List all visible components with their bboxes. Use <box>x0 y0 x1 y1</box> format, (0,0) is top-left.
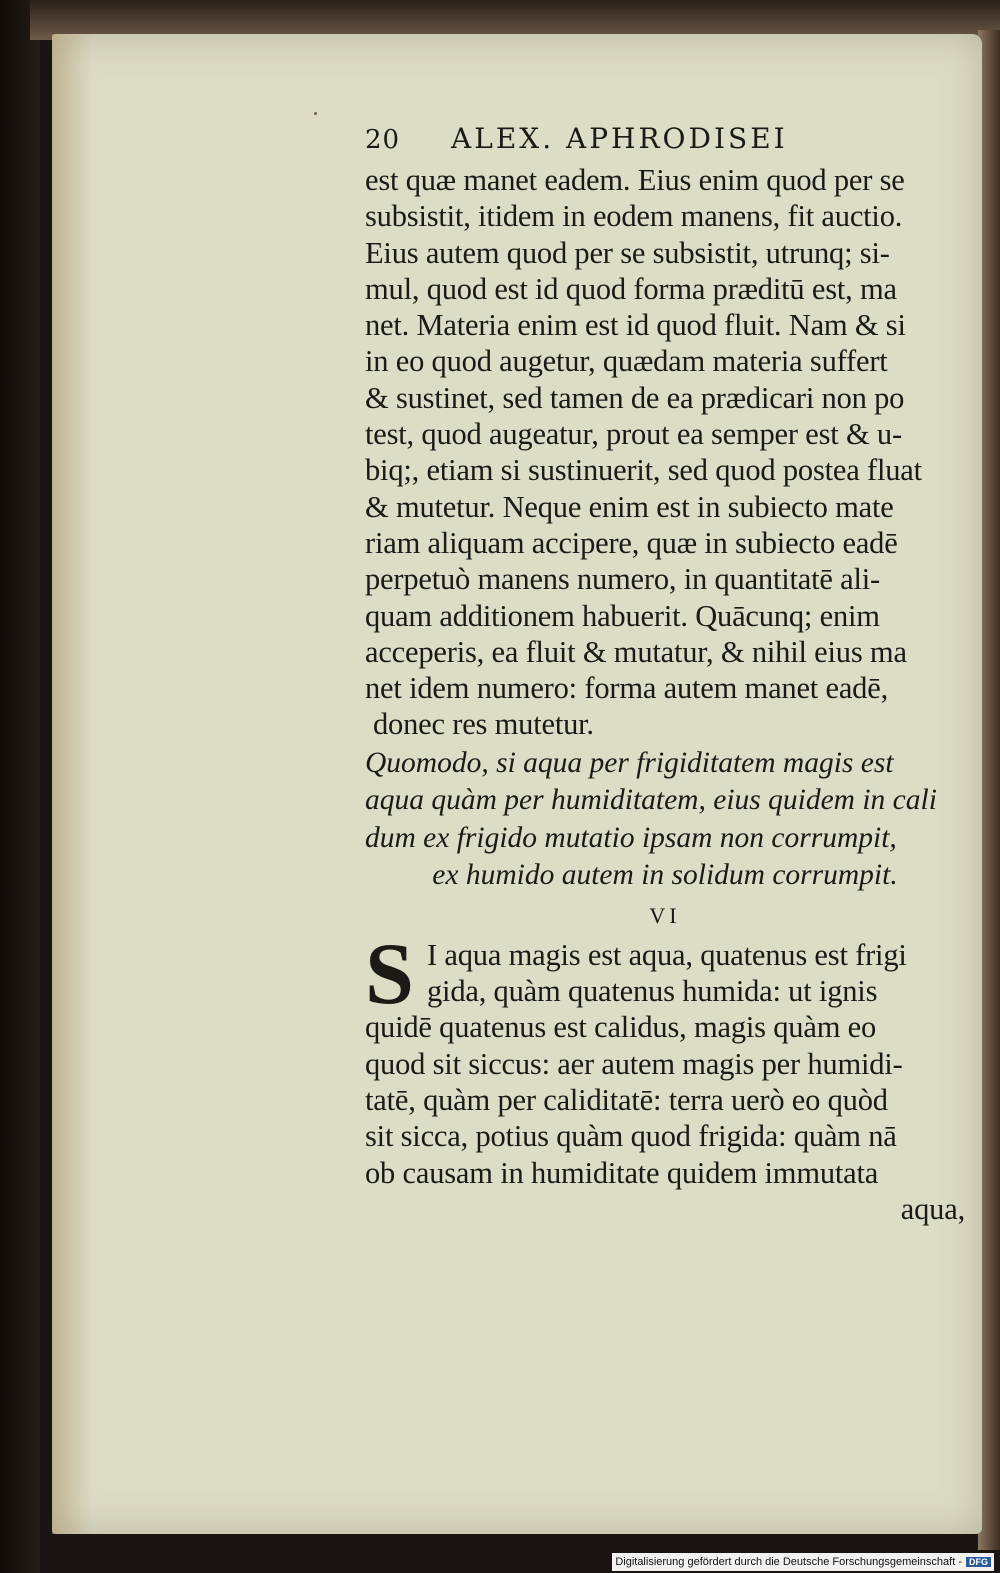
text-line: ob causam in humiditate quidem immutata <box>365 1155 879 1190</box>
digitization-credit <box>612 1553 994 1571</box>
catchword: aqua, <box>900 1191 965 1226</box>
text-line: mul, quod est id quod forma præditū est, ma <box>365 271 897 306</box>
gutter-shadow <box>52 34 92 1534</box>
text-line: quam additionem habuerit. Quācunq; enim <box>365 598 880 633</box>
text-line: acceperis, ea fluit & mutatur, & nihil eius ma <box>365 634 907 669</box>
text-line: donec res mutetur. <box>373 707 594 742</box>
paper-speck <box>314 112 317 115</box>
text-line: quod sit siccus: aer autem magis per humidi- <box>365 1046 903 1081</box>
text-line: biq;, etiam si sustinuerit, sed quod postea fluat <box>365 453 922 488</box>
text-line: net idem numero: forma autem manet eadē, <box>365 671 888 706</box>
body-paragraph-1 <box>365 162 965 743</box>
text-line: in eo quod augetur, quædam materia suffert <box>365 344 888 379</box>
text-line: test, quod augeatur, prout ea semper est & u- <box>365 417 902 452</box>
chapter-number: VI <box>649 902 681 928</box>
text-line: quidē quatenus est calidus, magis quàm eo <box>365 1010 877 1045</box>
book-page <box>52 34 982 1534</box>
heading-line: ex humido autem in solidum corrumpit. <box>432 859 898 892</box>
text-line: & sustinet, sed tamen de ea prædicari non po <box>365 380 905 415</box>
running-head <box>365 122 965 162</box>
text-line: perpetuò manens numero, in quantitatē ali- <box>365 562 881 597</box>
page-number: 20 <box>365 125 401 155</box>
text-block <box>365 122 965 1227</box>
text-line: net. Materia enim est id quod fluit. Nam & si <box>365 308 906 343</box>
text-line: Eius autem quod per se subsistit, utrunq; si- <box>365 235 890 270</box>
text-line: & mutetur. Neque enim est in subiecto mate <box>365 489 894 524</box>
body-paragraph-2 <box>365 925 965 1227</box>
section-heading <box>365 745 965 895</box>
heading-line: dum ex frigido mutatio ipsam non corrumpit, <box>365 821 897 854</box>
text-line: gida, quàm quatenus humida: ut ignis <box>427 974 878 1009</box>
dfg-logo: DFG <box>966 1557 991 1567</box>
text-line: subsistit, itidem in eodem manens, fit auctio. <box>365 199 903 234</box>
text-line: riam aliquam accipere, quæ in subiecto eadē <box>365 525 898 560</box>
heading-line: Quomodo, si aqua per frigiditatem magis est <box>365 746 894 779</box>
credit-text: Digitalisierung gefördert durch die Deutsche Forschungsgemeinschaft - <box>615 1556 962 1568</box>
text-line: sit sicca, potius quàm quod frigida: quàm nā <box>365 1119 897 1154</box>
heading-line: aqua quàm per humiditatem, eius quidem in cali <box>365 784 937 817</box>
running-title: ALEX. APHRODISEI <box>451 122 788 155</box>
text-line: I aqua magis est aqua, quatenus est frigi <box>427 937 907 972</box>
text-line: tatē, quàm per caliditatē: terra uerò eo quòd <box>365 1082 888 1117</box>
book-spine-shadow <box>0 0 40 1573</box>
drop-cap: S <box>365 925 414 1023</box>
text-line: est quæ manet eadem. Eius enim quod per se <box>365 163 905 197</box>
